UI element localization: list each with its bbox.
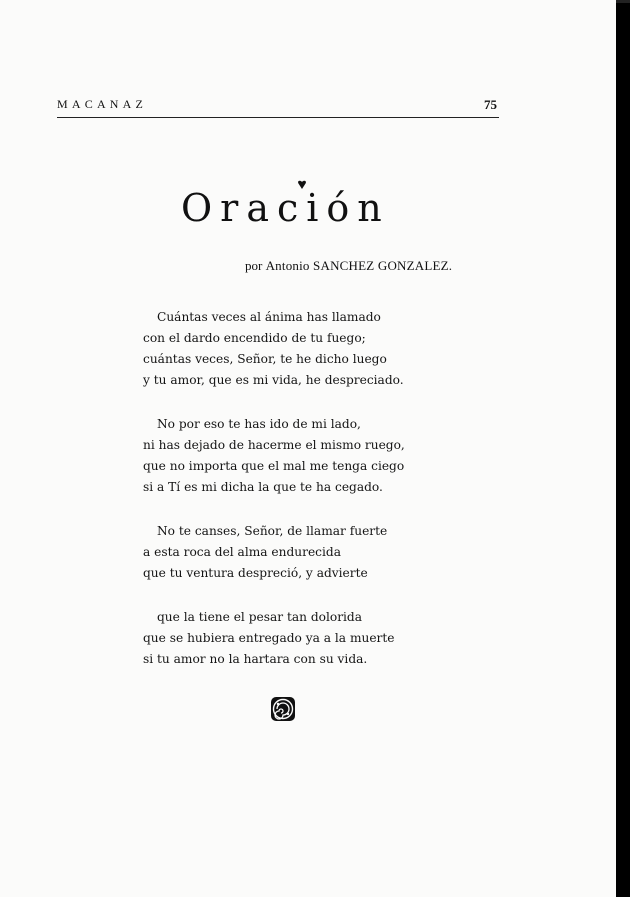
poem-line: que tu ventura despreció, y advierte xyxy=(143,566,368,580)
header-rule xyxy=(57,117,499,118)
poem-line: y tu amor, que es mi vida, he despreciado. xyxy=(143,373,404,387)
poem-line: No por eso te has ido de mi lado, xyxy=(157,417,361,431)
poem-line: No te canses, Señor, de llamar fuerte xyxy=(157,524,388,538)
poem-line: si a Tí es mi dicha la que te ha cegado. xyxy=(143,480,383,494)
poem-stanza-2 xyxy=(143,414,405,498)
poem-stanza-3 xyxy=(143,521,405,584)
byline xyxy=(245,258,452,274)
poem-stanza-4 xyxy=(143,607,405,670)
poem-line: cuántas veces, Señor, te he dicho luego xyxy=(143,352,387,366)
poem-line: si tu amor no la hartara con su vida. xyxy=(143,652,368,666)
poem-title: Oración xyxy=(181,186,390,230)
poem-line: con el dardo encendido de tu fuego; xyxy=(143,331,366,345)
poem-line: que no importa que el mal me tenga ciego xyxy=(143,459,405,473)
spiral-vignette-icon xyxy=(270,696,296,722)
poem-line: que la tiene el pesar tan dolorida xyxy=(157,610,362,624)
byline-author: Antonio SANCHEZ GONZALEZ. xyxy=(265,258,453,273)
running-header xyxy=(57,96,499,118)
poem-line: a esta roca del alma endurecida xyxy=(143,545,341,559)
poem-body xyxy=(143,307,405,693)
byline-prefix: por xyxy=(245,258,263,273)
running-title: MACANAZ xyxy=(57,97,148,111)
poem-stanza-1 xyxy=(143,307,405,391)
poem-line: ni has dejado de hacerme el mismo ruego, xyxy=(143,438,405,452)
poem-line: Cuántas veces al ánima has llamado xyxy=(157,310,381,324)
poem-line: que se hubiera entregado ya a la muerte xyxy=(143,631,395,645)
page-number: 75 xyxy=(484,97,497,112)
